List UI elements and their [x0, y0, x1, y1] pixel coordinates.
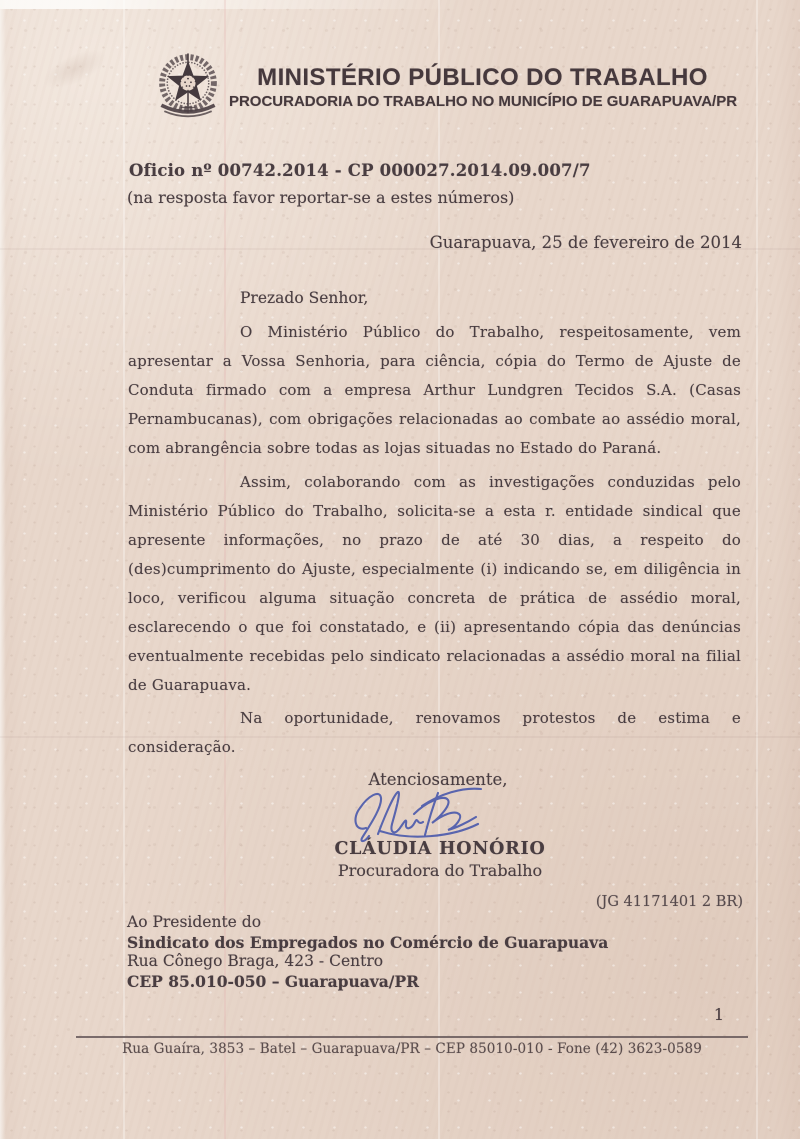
recipient-cep: CEP 85.010-050 – Guarapuava/PR — [127, 971, 420, 991]
body-line: com abrangência sobre todas as lojas situadas no Estado do Paraná. — [128, 439, 662, 457]
salutation: Prezado Senhor, — [240, 289, 369, 307]
body-line: Assim, colaborando com as investigações conduzidas pelo — [240, 473, 741, 491]
recipient-name: Sindicato dos Empregados no Comércio de Guarapuava — [127, 932, 609, 952]
recipient-block — [127, 913, 608, 991]
body-paragraph-3 — [128, 704, 741, 762]
signer-title: Procuradora do Trabalho — [337, 861, 543, 880]
body-line: Ministério Público do Trabalho, solicita-se a esta r. entidade sindical que — [128, 502, 741, 520]
recipient-street: Rua Cônego Braga, 423 - Centro — [127, 952, 384, 970]
body-line: eventualmente recebidas pelo sindicato relacionadas a assédio moral na filial — [128, 647, 741, 665]
signer-name: CLÁUDIA HONÓRIO — [334, 839, 546, 859]
body-line: esclarecendo o que foi constatado, e (ii) apresentando cópia das denúncias — [128, 618, 741, 636]
brazil-coat-of-arms-logo — [151, 48, 225, 124]
scan-streak — [123, 0, 125, 1139]
scan-edge-top — [0, 0, 460, 9]
body-line: apresente informações, no prazo de até 30 dias, a respeito do — [128, 531, 741, 549]
body-line: (des)cumprimento do Ajuste, especialmente (i) indicando se, em diligência in — [128, 560, 741, 578]
body-line: consideração. — [128, 738, 236, 756]
stamp-code: (JG 41171401 2 BR) — [595, 894, 743, 910]
footer-rule — [76, 1036, 748, 1038]
body-line: de Guarapuava. — [128, 676, 252, 694]
body-line: O Ministério Público do Trabalho, respeitosamente, vem — [240, 323, 741, 341]
body-paragraph-2 — [128, 468, 741, 700]
footer-address: Rua Guaíra, 3853 – Batel – Guarapuava/PR – CEP 85010-010 - Fone (42) 3623-0589 — [122, 1041, 702, 1057]
body-line: apresentar a Vossa Senhoria, para ciência, cópia do Termo de Ajuste de — [128, 352, 741, 370]
page-number: 1 — [713, 1005, 724, 1024]
closing-word: Atenciosamente, — [368, 770, 508, 789]
oficio-number-line: Oficio nº 00742.2014 - CP 000027.2014.09.007/7 — [129, 161, 591, 180]
scan-streak — [756, 0, 758, 1139]
scan-edge-left — [0, 0, 6, 1139]
body-line: Na oportunidade, renovamos protestos de estima e — [240, 709, 741, 727]
recipient-line: Ao Presidente do — [127, 913, 262, 931]
body-line: Conduta firmado com a empresa Arthur Lundgren Tecidos S.A. (Casas — [128, 381, 741, 399]
letterhead-title: MINISTÉRIO PÚBLICO DO TRABALHO — [257, 64, 708, 91]
dateline: Guarapuava, 25 de fevereiro de 2014 — [429, 233, 742, 252]
letterhead-subtitle: PROCURADORIA DO TRABALHO NO MUNICÍPIO DE GUARAPUAVA/PR — [228, 93, 738, 110]
body-line: Pernambucanas), com obrigações relacionadas ao combate ao assédio moral, — [128, 410, 741, 428]
body-paragraph-1 — [128, 318, 741, 463]
reference-note: (na resposta favor reportar-se a estes números) — [127, 188, 515, 207]
paper-smudge — [37, 42, 112, 97]
body-line: loco, verificou alguma situação concreta de prática de assédio moral, — [128, 589, 741, 607]
